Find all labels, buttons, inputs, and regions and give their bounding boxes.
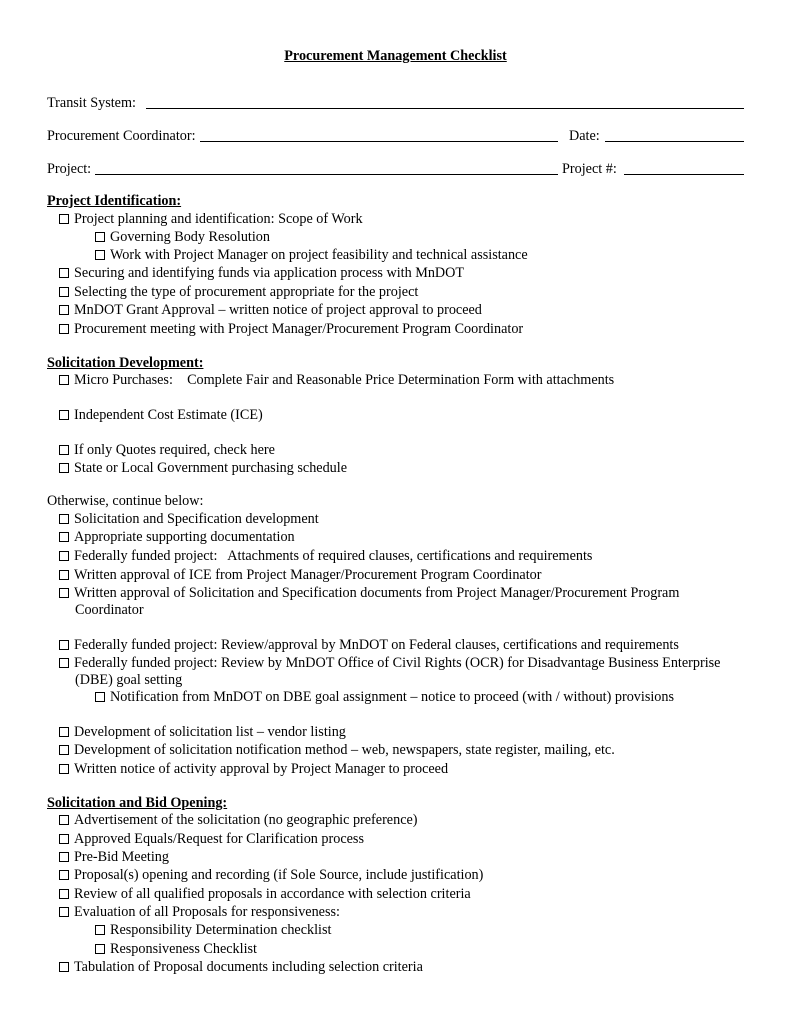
checklist-item-continuation: Coordinator — [75, 602, 144, 618]
checklist-item: If only Quotes required, check here — [59, 441, 275, 459]
checkbox[interactable] — [59, 305, 69, 315]
checklist-item: Responsibility Determination checklist — [95, 921, 331, 939]
checkbox[interactable] — [59, 764, 69, 774]
checklist-item: MnDOT Grant Approval – written notice of project approval to proceed — [59, 301, 482, 319]
checklist-item: Notification from MnDOT on DBE goal assignment – notice to proceed (with / without) provisions — [95, 688, 674, 706]
checkbox[interactable] — [95, 944, 105, 954]
checkbox[interactable] — [59, 889, 69, 899]
project-label: Project: — [47, 161, 92, 177]
procurement-coordinator-label: Procurement Coordinator: — [47, 128, 196, 144]
checkbox[interactable] — [59, 324, 69, 334]
page-title: Procurement Management Checklist — [284, 48, 507, 64]
checklist-item: Development of solicitation notification method – web, newspapers, state register, mailing, etc. — [59, 741, 615, 759]
checklist-item: Written approval of ICE from Project Manager/Procurement Program Coordinator — [59, 566, 541, 584]
checklist-item: Federally funded project: Review by MnDOT Office of Civil Rights (OCR) for Disadvantage Business Enterprise — [59, 654, 720, 672]
checkbox[interactable] — [59, 570, 69, 580]
checkbox[interactable] — [59, 834, 69, 844]
checkbox[interactable] — [59, 214, 69, 224]
checkbox[interactable] — [59, 551, 69, 561]
project-number-label: Project #: — [562, 161, 617, 177]
section-heading-project-identification: Project Identification: — [47, 193, 182, 209]
checkbox[interactable] — [59, 268, 69, 278]
project-field[interactable] — [95, 174, 558, 175]
checkbox[interactable] — [95, 925, 105, 935]
checklist-item: Appropriate supporting documentation — [59, 528, 295, 546]
checklist-item: Securing and identifying funds via application process with MnDOT — [59, 264, 464, 282]
checklist-item: Procurement meeting with Project Manager/Procurement Program Coordinator — [59, 320, 523, 338]
checkbox[interactable] — [59, 287, 69, 297]
checklist-item: Federally funded project: Review/approval by MnDOT on Federal clauses, certifications and requirements — [59, 636, 679, 654]
otherwise-text: Otherwise, continue below: — [47, 493, 204, 509]
checkbox[interactable] — [59, 815, 69, 825]
checkbox[interactable] — [59, 640, 69, 650]
checkbox[interactable] — [59, 658, 69, 668]
checkbox[interactable] — [95, 232, 105, 242]
checklist-item: Pre-Bid Meeting — [59, 848, 169, 866]
checklist-item: Selecting the type of procurement appropriate for the project — [59, 283, 418, 301]
checkbox[interactable] — [59, 463, 69, 473]
checklist-item: Advertisement of the solicitation (no geographic preference) — [59, 811, 418, 829]
checkbox[interactable] — [95, 692, 105, 702]
checklist-item: Independent Cost Estimate (ICE) — [59, 406, 263, 424]
checklist-item: Governing Body Resolution — [95, 228, 270, 246]
transit-system-field[interactable] — [146, 108, 744, 109]
checklist-item: Tabulation of Proposal documents including selection criteria — [59, 958, 423, 976]
checkbox[interactable] — [59, 852, 69, 862]
checklist-item: Written approval of Solicitation and Specification documents from Project Manager/Procurement Program — [59, 584, 679, 602]
checklist-item: State or Local Government purchasing schedule — [59, 459, 347, 477]
checklist-item: Proposal(s) opening and recording (if Sole Source, include justification) — [59, 866, 483, 884]
checklist-item: Evaluation of all Proposals for responsiveness: — [59, 903, 340, 921]
checkbox[interactable] — [59, 745, 69, 755]
project-number-field[interactable] — [624, 174, 744, 175]
section-heading-solicitation-bid-opening: Solicitation and Bid Opening: — [47, 795, 228, 811]
checklist-item: Federally funded project: Attachments of required clauses, certifications and requirements — [59, 547, 592, 565]
checklist-item: Work with Project Manager on project feasibility and technical assistance — [95, 246, 528, 264]
checkbox[interactable] — [59, 375, 69, 385]
checkbox[interactable] — [95, 250, 105, 260]
date-field[interactable] — [605, 141, 744, 142]
checkbox[interactable] — [59, 727, 69, 737]
checklist-item: Written notice of activity approval by Project Manager to proceed — [59, 760, 448, 778]
checklist-item: Micro Purchases: Complete Fair and Reasonable Price Determination Form with attachments — [59, 371, 614, 389]
checklist-item: Solicitation and Specification development — [59, 510, 319, 528]
checklist-item: Project planning and identification: Scope of Work — [59, 210, 363, 228]
checklist-item: Review of all qualified proposals in accordance with selection criteria — [59, 885, 471, 903]
checkbox[interactable] — [59, 907, 69, 917]
checklist-item: Responsiveness Checklist — [95, 940, 257, 958]
checklist-item: Approved Equals/Request for Clarification process — [59, 830, 364, 848]
checkbox[interactable] — [59, 588, 69, 598]
section-heading-solicitation-development: Solicitation Development: — [47, 355, 204, 371]
checklist-item-continuation: (DBE) goal setting — [75, 672, 183, 688]
procurement-coordinator-field[interactable] — [200, 141, 558, 142]
checkbox[interactable] — [59, 962, 69, 972]
checkbox[interactable] — [59, 410, 69, 420]
checklist-item: Development of solicitation list – vendor listing — [59, 723, 346, 741]
transit-system-label: Transit System: — [47, 95, 136, 111]
checkbox[interactable] — [59, 532, 69, 542]
checkbox[interactable] — [59, 870, 69, 880]
checkbox[interactable] — [59, 514, 69, 524]
date-label: Date: — [569, 128, 600, 144]
checkbox[interactable] — [59, 445, 69, 455]
